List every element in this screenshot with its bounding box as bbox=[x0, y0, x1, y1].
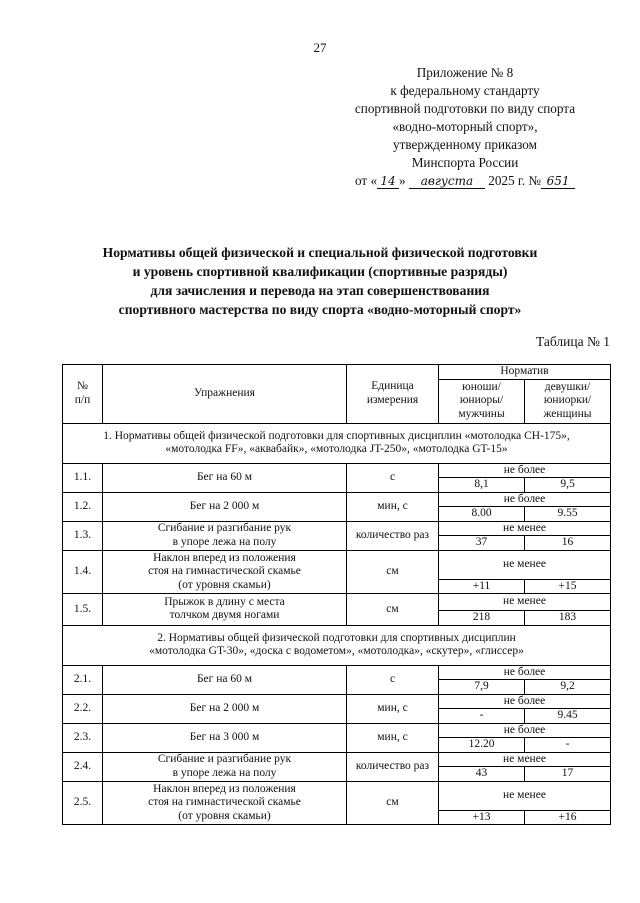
value-male: 43 bbox=[439, 767, 525, 782]
appendix-line: утвержденному приказом bbox=[393, 137, 537, 152]
appendix-line: Минспорта России bbox=[411, 155, 519, 170]
header-row bbox=[63, 365, 611, 380]
value-male: +13 bbox=[439, 810, 525, 825]
unit-cell: с bbox=[347, 665, 439, 694]
value-male: 12.20 bbox=[439, 738, 525, 753]
section-row bbox=[63, 423, 611, 463]
handwritten-day: 14 bbox=[377, 174, 399, 189]
value-female: 9.55 bbox=[525, 507, 611, 522]
row-number: 2.1. bbox=[63, 665, 103, 694]
date-prefix: от « bbox=[354, 173, 378, 188]
appendix-line: к федеральному стандарту bbox=[390, 83, 540, 98]
table-row bbox=[63, 665, 611, 680]
table-row bbox=[63, 723, 611, 738]
norm-condition: не менее bbox=[439, 550, 611, 579]
norm-condition: не менее bbox=[439, 521, 611, 536]
table-row bbox=[63, 752, 611, 767]
title-line: для зачисления и перевода на этап совершенствования bbox=[150, 283, 490, 298]
value-female: 16 bbox=[525, 536, 611, 551]
title-line: Нормативы общей физической и специальной физической подготовки bbox=[102, 245, 538, 260]
value-male: 8.00 bbox=[439, 507, 525, 522]
norm-condition: не более bbox=[439, 723, 611, 738]
section-title: 1. Нормативы общей физической подготовки для спортивных дисциплин «мотолодка СН-175», «мотолодка FF», «аквабайк», «мотолодка JT-250», «мотолодка GT-15» bbox=[63, 423, 611, 463]
value-female: 9.45 bbox=[525, 709, 611, 724]
exercise-name: Бег на 2 000 м bbox=[103, 492, 347, 521]
order-date-line bbox=[320, 172, 610, 190]
unit-cell: см bbox=[347, 550, 439, 594]
row-number: 1.4. bbox=[63, 550, 103, 594]
value-male: +11 bbox=[439, 579, 525, 594]
table-row bbox=[63, 594, 611, 611]
table-row bbox=[63, 492, 611, 507]
section-row bbox=[63, 625, 611, 665]
date-year: 2025 г. № bbox=[484, 173, 542, 188]
unit-cell: см bbox=[347, 594, 439, 626]
appendix-line: «водно-моторный спорт», bbox=[392, 119, 538, 134]
date-mid: » bbox=[399, 173, 409, 188]
unit-cell: с bbox=[347, 463, 439, 492]
unit-cell: мин, с bbox=[347, 694, 439, 723]
document-title bbox=[0, 243, 640, 319]
exercise-name: Бег на 3 000 м bbox=[103, 723, 347, 752]
title-line: спортивного мастерства по виду спорта «водно-моторный спорт» bbox=[118, 302, 522, 317]
value-female: 9,5 bbox=[525, 478, 611, 493]
norm-condition: не менее bbox=[439, 781, 611, 810]
norm-condition: не более bbox=[439, 665, 611, 680]
unit-cell: см bbox=[347, 781, 439, 825]
row-number: 1.1. bbox=[63, 463, 103, 492]
exercise-name: Наклон вперед из положения стоя на гимнастической скамье (от уровня скамьи) bbox=[103, 550, 347, 594]
unit-cell: мин, с bbox=[347, 723, 439, 752]
exercise-name: Сгибание и разгибание рук в упоре лежа на полу bbox=[103, 521, 347, 550]
value-male: 7,9 bbox=[439, 680, 525, 695]
table-row bbox=[63, 694, 611, 709]
norm-condition: не более bbox=[439, 492, 611, 507]
handwritten-month: августа bbox=[409, 174, 485, 189]
header-unit: Единица измерения bbox=[347, 365, 439, 424]
value-male: 8,1 bbox=[439, 478, 525, 493]
exercise-name: Прыжок в длину с места толчком двумя ногами bbox=[103, 594, 347, 626]
value-female: 183 bbox=[525, 611, 611, 626]
title-line: и уровень спортивной квалификации (спортивные разряды) bbox=[132, 264, 508, 279]
table-row bbox=[63, 550, 611, 579]
norm-condition: не менее bbox=[439, 594, 611, 611]
unit-cell: количество раз bbox=[347, 521, 439, 550]
norm-condition: не более bbox=[439, 463, 611, 478]
row-number: 1.3. bbox=[63, 521, 103, 550]
value-female: +15 bbox=[525, 579, 611, 594]
header-female: девушки/ юниорки/ женщины bbox=[525, 379, 611, 423]
appendix-block bbox=[320, 64, 610, 190]
value-male: 218 bbox=[439, 611, 525, 626]
page-number: 27 bbox=[313, 40, 327, 55]
exercise-name: Бег на 2 000 м bbox=[103, 694, 347, 723]
unit-cell: количество раз bbox=[347, 752, 439, 781]
norm-condition: не более bbox=[439, 694, 611, 709]
table-row bbox=[63, 521, 611, 536]
exercise-name: Наклон вперед из положения стоя на гимнастической скамье (от уровня скамьи) bbox=[103, 781, 347, 825]
header-exercise: Упражнения bbox=[103, 365, 347, 424]
header-male: юноши/ юниоры/ мужчины bbox=[439, 379, 525, 423]
table-row bbox=[63, 463, 611, 478]
value-female: 9,2 bbox=[525, 680, 611, 695]
norms-table-body bbox=[63, 365, 611, 825]
row-number: 2.5. bbox=[63, 781, 103, 825]
row-number: 2.4. bbox=[63, 752, 103, 781]
row-number: 1.2. bbox=[63, 492, 103, 521]
exercise-name: Сгибание и разгибание рук в упоре лежа на полу bbox=[103, 752, 347, 781]
table-row bbox=[63, 781, 611, 810]
unit-cell: мин, с bbox=[347, 492, 439, 521]
value-male: - bbox=[439, 709, 525, 724]
value-female: 17 bbox=[525, 767, 611, 782]
value-male: 37 bbox=[439, 536, 525, 551]
handwritten-order-number: 651 bbox=[541, 174, 575, 189]
header-num: № п/п bbox=[63, 365, 103, 424]
norms-table bbox=[62, 364, 611, 825]
appendix-line: Приложение № 8 bbox=[416, 65, 514, 80]
row-number: 2.2. bbox=[63, 694, 103, 723]
table-label: Таблица № 1 bbox=[536, 334, 610, 349]
appendix-line: спортивной подготовки по виду спорта bbox=[354, 101, 576, 116]
row-number: 1.5. bbox=[63, 594, 103, 626]
exercise-name: Бег на 60 м bbox=[103, 463, 347, 492]
value-female: - bbox=[525, 738, 611, 753]
section-title: 2. Нормативы общей физической подготовки для спортивных дисциплин «мотолодка GT-30», «доска с водометом», «мотолодка», «скутер», «глиссер» bbox=[63, 625, 611, 665]
row-number: 2.3. bbox=[63, 723, 103, 752]
norm-condition: не менее bbox=[439, 752, 611, 767]
header-norm: Норматив bbox=[439, 365, 611, 380]
value-female: +16 bbox=[525, 810, 611, 825]
exercise-name: Бег на 60 м bbox=[103, 665, 347, 694]
